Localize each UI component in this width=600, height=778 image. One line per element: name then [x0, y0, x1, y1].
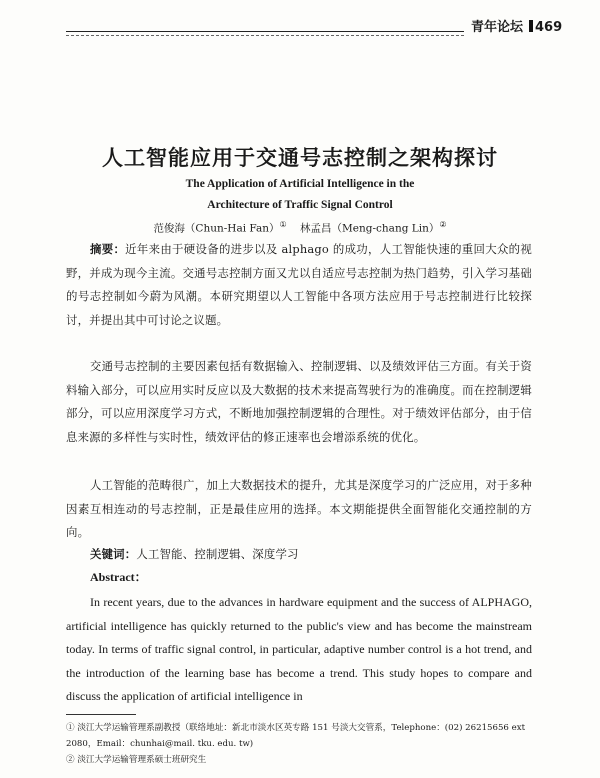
paper-title-en-line2: Architecture of Traffic Signal Control: [207, 199, 393, 211]
journal-name: 青年论坛: [471, 20, 524, 35]
abstract-zh-paragraph-2: 交通号志控制的主要因素包括有数据输入、控制逻辑、以及绩效评估三方面。有关于资料输入部分，可以应用实时反应以及大数据的技术来提高驾驶行为的准确度。而在控制逻辑部分，可以应用深度学习方式，不断地加强控制逻辑的合理性。对于绩效评估部分，由于信息来源的多样性与实时性，绩效评估的修正速率也会增添系统的优化。: [66, 359, 532, 444]
abstract-en-label: Abstract：: [90, 570, 147, 584]
paper-title-en-line1: The Application of Artificial Intelligence in the: [185, 178, 415, 190]
author-2-mark: ②: [439, 220, 447, 229]
keywords-text: 人工智能、控制逻辑、深度学习: [136, 547, 299, 561]
abstract-zh-label: 摘要：: [90, 242, 126, 256]
header-rule-thin: [66, 35, 464, 36]
paper-title-zh: 人工智能应用于交通号志控制之架构探讨: [102, 146, 498, 170]
header-rule: [66, 31, 464, 32]
keywords: [66, 543, 532, 567]
keywords-label: 关键词：: [90, 547, 137, 561]
footnote-2: ② 淡江大学运输管理系硕士班研究生: [66, 755, 207, 765]
abstract-zh-paragraph-1: [66, 238, 532, 332]
footnote-rule: [66, 714, 136, 715]
author-1: 范俊海（Chun-Hai Fan）: [153, 222, 280, 235]
abstract-zh-paragraph-3: 人工智能的范畴很广，加上大数据技术的提升，尤其是深度学习的广泛应用，对于多种因素互相连动的号志控制，正是最佳应用的选择。本文期能提供全面智能化交通控制的方向。: [66, 478, 532, 539]
header-bar-icon: [529, 20, 533, 32]
running-header: [471, 16, 562, 35]
abstract-zh-text-1: 近年来由于硬设备的进步以及 alphago 的成功，人工智能快速的重回大众的视野，并成为现今主流。交通号志控制方面又尤以自适应号志控制为热门趋势，引入学习基础的号志控制如今蔚为风潮。本研究期望以人工智能中各项方法应用于号志控制进行比较探讨，并提出其中可讨论之议题。: [66, 242, 532, 327]
author-1-mark: ①: [279, 220, 287, 229]
footnote-1: ① 淡江大学运输管理系副教授（联络地址：新北市淡水区英专路 151 号淡大交管系，Telephone：(02) 26215656 ext 2080，Email：chunhai@mail. tku. edu. tw): [66, 723, 526, 749]
abstract-en-paragraph-1: In recent years, due to the advances in hardware equipment and the success of ALPHAGO, artificial intelligence has quickly returned to the public's view and has become the mainstream today. In terms of traffic signal control, in particular, adaptive number control is a hot trend, and the introduction of the learning base has become a trend. This study hopes to compare and discuss the application of artificial intelligence in: [66, 595, 532, 704]
author-line: [0, 220, 600, 236]
author-2: 林孟昌（Meng-chang Lin）: [300, 222, 440, 235]
page-number: 469: [535, 20, 563, 35]
